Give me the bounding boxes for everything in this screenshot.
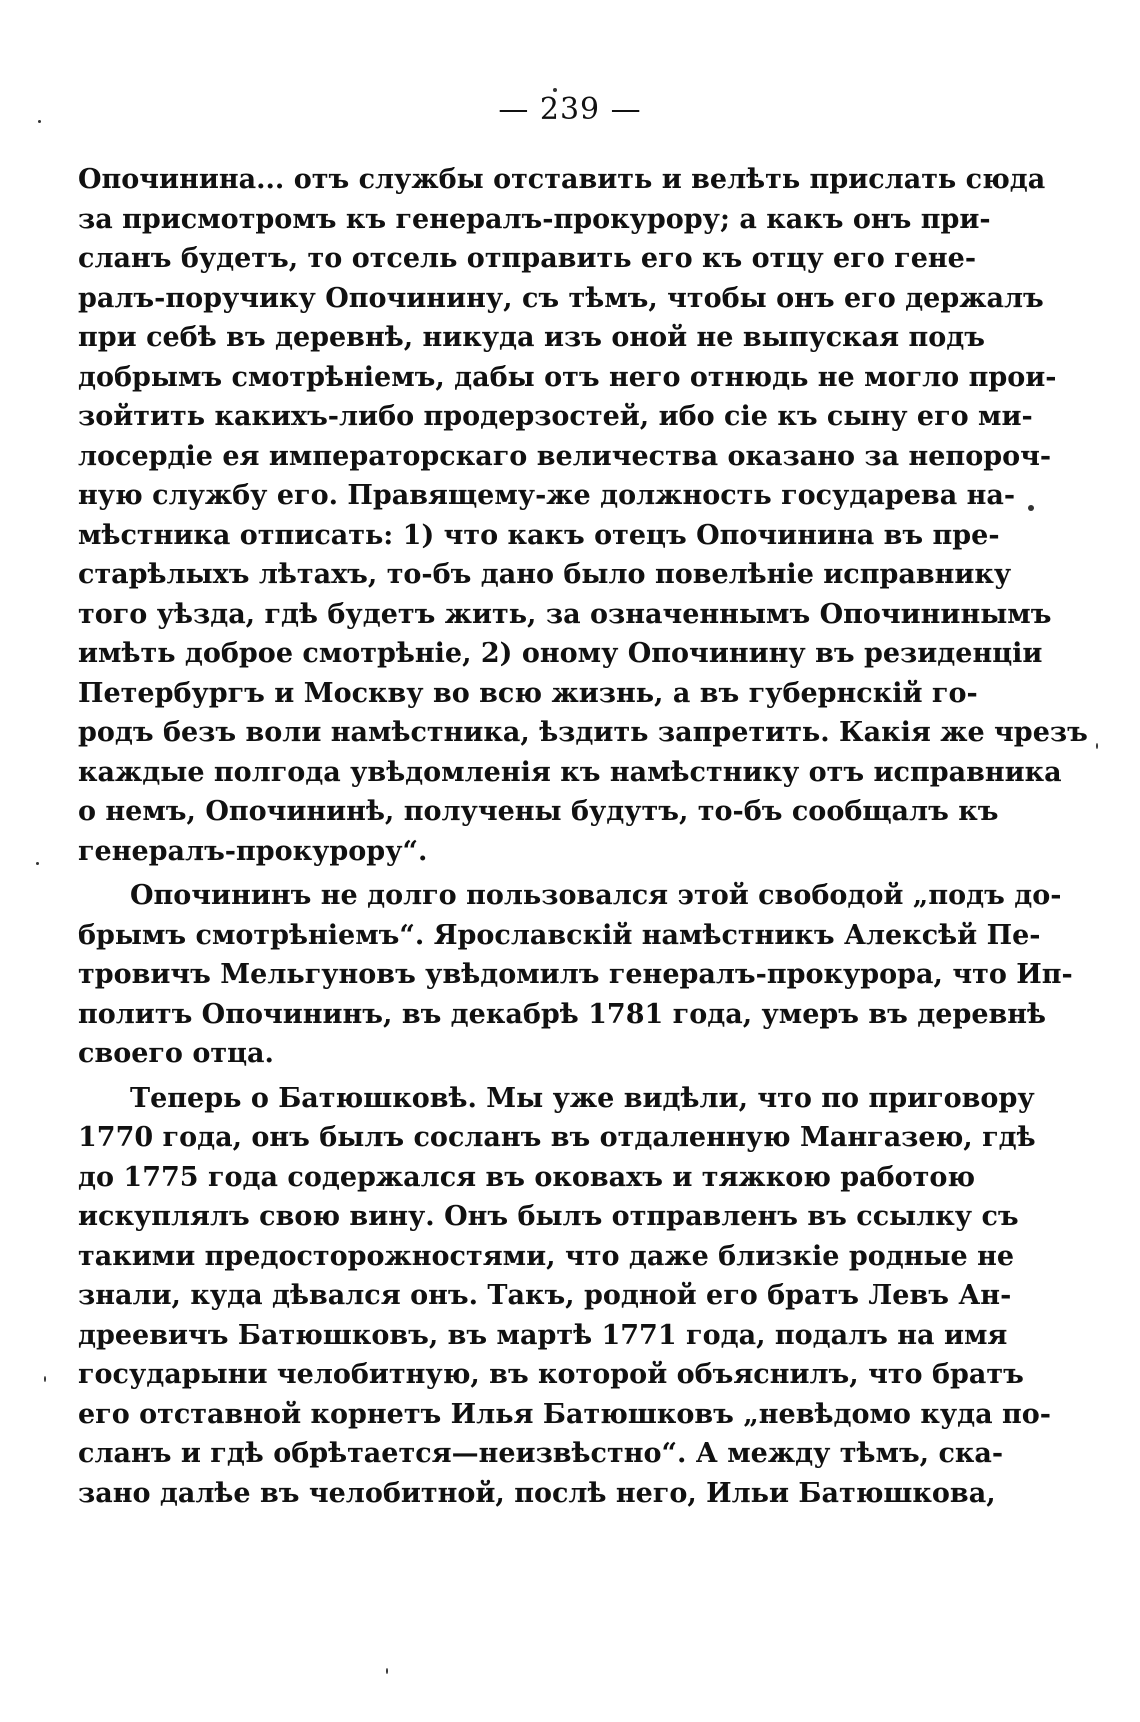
scan-speck <box>36 862 39 865</box>
text-line: за присмотромъ къ генералъ-прокурору; а какъ онъ при- <box>78 203 991 235</box>
text-line: его отставной корнетъ Илья Батюшковъ „невѣдомо куда по- <box>78 1398 1051 1430</box>
scan-speck <box>38 120 41 123</box>
body-text <box>78 160 1088 1518</box>
text-line: дреевичъ Батюшковъ, въ мартѣ 1771 года, подалъ на имя <box>78 1319 1008 1351</box>
text-line: государыни челобитную, въ которой объяснилъ, что братъ <box>78 1359 1024 1390</box>
scan-speck <box>44 1376 46 1382</box>
scan-speck <box>553 88 557 92</box>
text-line: тровичъ Мельгуновъ увѣдомилъ генералъ-прокурора, что Ип- <box>78 959 1073 990</box>
text-line: старѣлыхъ лѣтахъ, то-бъ дано было повелѣніе исправнику <box>78 559 1012 590</box>
text-line: 1770 года, онъ былъ сосланъ въ отдаленную Мангазею, гдѣ <box>78 1122 1036 1153</box>
text-line: Опочинина... отъ службы отставить и велѣть прислать сюда <box>78 164 1046 195</box>
text-line: такими предосторожностями, что даже близкіе родные не <box>78 1240 1015 1272</box>
text-line: Опочининъ не долго пользовался этой свободой „подъ до- <box>130 880 1062 911</box>
text-line: знали, куда дѣвался онъ. Такъ, родной его братъ Левъ Ан- <box>78 1280 1012 1311</box>
text-line: о немъ, Опочининѣ, получены будутъ, то-бъ сообщалъ къ <box>78 796 999 827</box>
text-line: ралъ-поручику Опочинину, съ тѣмъ, чтобы онъ его держалъ <box>78 282 1044 314</box>
text-line: зойтить какихъ-либо продерзостей, ибо сіе къ сыну его ми- <box>78 401 1033 432</box>
text-line: того уѣзда, гдѣ будетъ жить, за означеннымъ Опочининымъ <box>78 598 1052 630</box>
paragraph-3 <box>78 1079 1051 1514</box>
text-line: до 1775 года содержался въ оковахъ и тяжкою работою <box>78 1161 976 1193</box>
text-line: генералъ-прокурору“. <box>78 835 428 867</box>
text-line: сланъ будетъ, то отсель отправить его къ отцу его гене- <box>78 243 977 274</box>
text-line: мѣстника отписать: 1) что какъ отецъ Опочинина въ пре- <box>78 519 1000 551</box>
text-line: зано далѣе въ челобитной, послѣ него, Ильи Батюшкова, <box>78 1477 996 1509</box>
scan-speck <box>1096 743 1098 749</box>
text-line: при себѣ въ деревнѣ, никуда изъ оной не выпуская подъ <box>78 322 985 353</box>
text-line: ную службу его. Правящему-же должность государева на- <box>78 480 1016 511</box>
text-line: искуплялъ свою вину. Онъ былъ отправленъ въ ссылку съ <box>78 1201 1019 1232</box>
text-line: Петербургъ и Москву во всю жизнь, а въ губернскій го- <box>78 677 978 709</box>
text-line: Теперь о Батюшковѣ. Мы уже видѣли, что по приговору <box>130 1082 1035 1114</box>
paragraph-1 <box>78 160 1088 871</box>
paragraph-2 <box>78 876 1073 1074</box>
text-line: сланъ и гдѣ обрѣтается—неизвѣстно“. А между тѣмъ, ска- <box>78 1438 1004 1469</box>
text-line: брымъ смотрѣніемъ“. Ярославскій намѣстникъ Алексѣй Пе- <box>78 919 1041 951</box>
scan-speck <box>386 1668 388 1674</box>
text-line: своего отца. <box>78 1038 274 1069</box>
text-line: лосердіе ея императорскаго величества оказано за непороч- <box>78 440 1052 472</box>
text-line: добрымъ смотрѣніемъ, дабы отъ него отнюдь не могло прои- <box>78 361 1057 393</box>
scan-speck <box>1028 505 1034 511</box>
page-number: — 239 — <box>498 92 642 127</box>
text-line: каждые полгода увѣдомленія къ намѣстнику отъ исправника <box>78 756 1062 788</box>
text-line: имѣть доброе смотрѣніе, 2) оному Опочинину въ резиденціи <box>78 638 1043 669</box>
text-line: политъ Опочининъ, въ декабрѣ 1781 года, умеръ въ деревнѣ <box>78 998 1047 1030</box>
text-line: родъ безъ воли намѣстника, ѣздить запретить. Какія же чрезъ <box>78 717 1088 748</box>
